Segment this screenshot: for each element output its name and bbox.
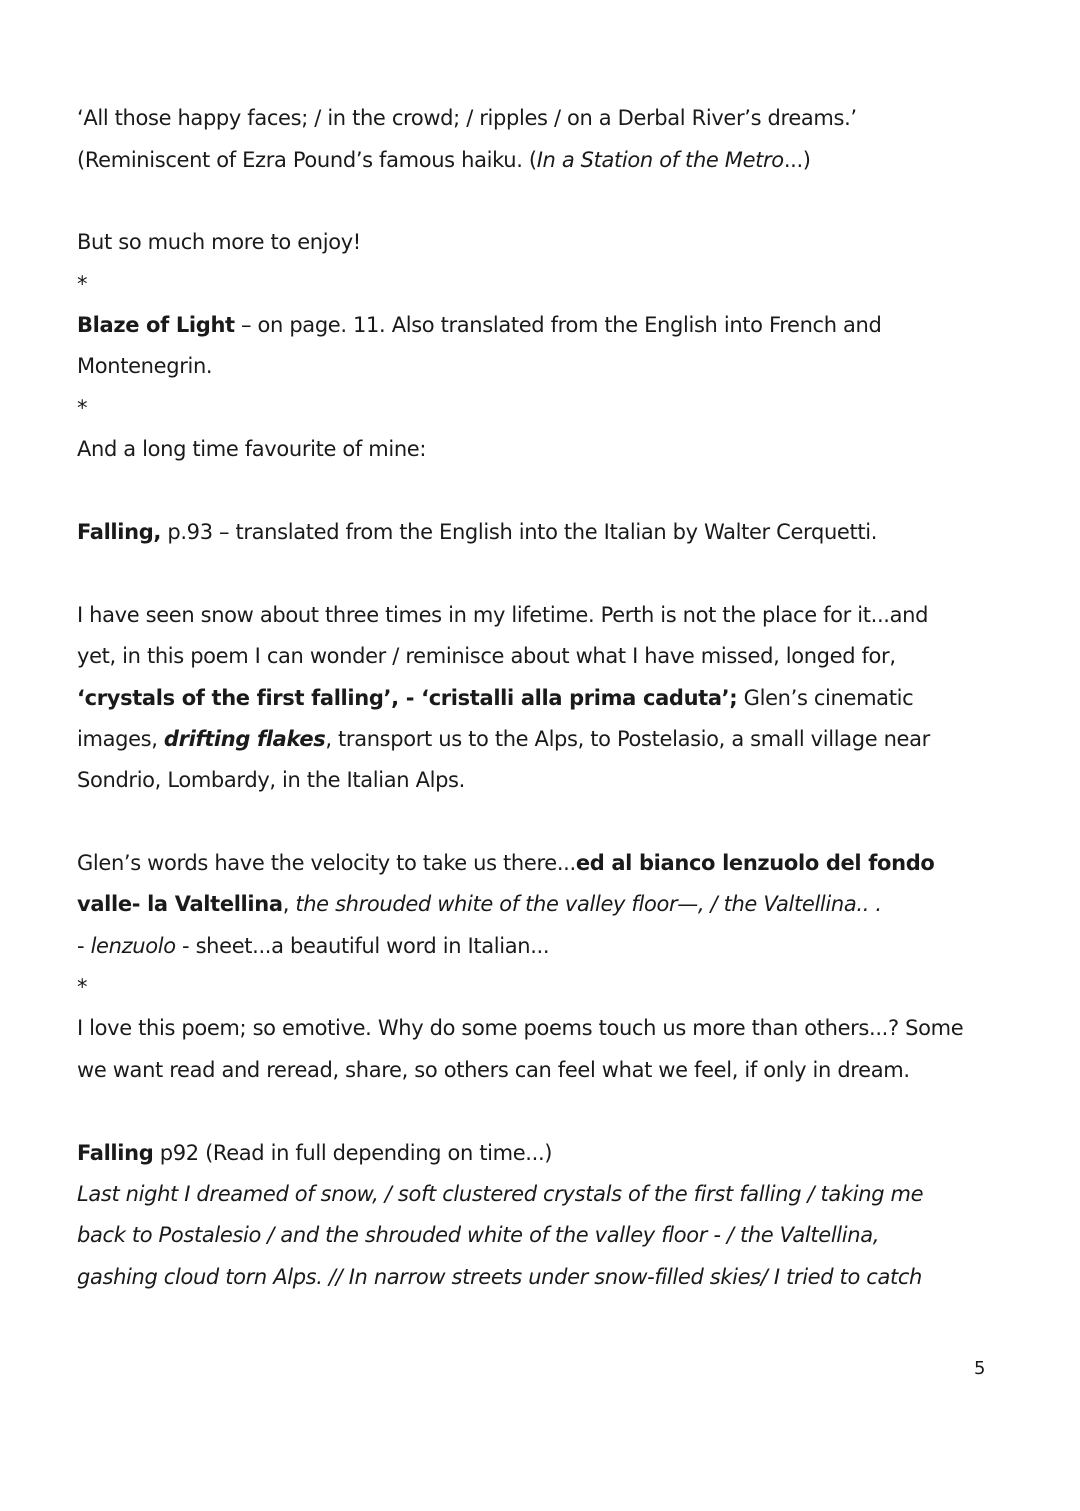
italic-title: In a Station of the Metro xyxy=(536,148,784,172)
poem-title: Falling, xyxy=(77,520,162,544)
poem-title: Falling xyxy=(77,1141,154,1165)
page-number: 5 xyxy=(974,1358,986,1379)
text-line: Blaze of Light – on page. 11. Also translated from the English into French and xyxy=(77,313,882,337)
text-line: valle- la Valtellina, the shrouded white of the valley floor—, / the Valtellina.. . xyxy=(77,892,882,916)
text-line: Sondrio, Lombardy, in the Italian Alps. xyxy=(77,768,465,792)
separator-asterisk: * xyxy=(77,272,88,296)
text-line: we want read and reread, share, so others can feel what we feel, if only in dream. xyxy=(77,1058,910,1082)
text-line: (Reminiscent of Ezra Pound’s famous haiku. (In a Station of the Metro...) xyxy=(77,148,811,172)
text-line: I have seen snow about three times in my lifetime. Perth is not the place for it...and xyxy=(77,603,929,627)
quote-bold: ‘crystals of the first falling’, - ‘cristalli alla prima caduta’; xyxy=(77,686,738,710)
text-line: yet, in this poem I can wonder / reminisce about what I have missed, longed for, xyxy=(77,644,896,668)
quote-italic: the shrouded white of the valley floor—, / the Valtellina.. . xyxy=(295,892,882,916)
text-line: Montenegrin. xyxy=(77,354,213,378)
text-line: And a long time favourite of mine: xyxy=(77,437,427,461)
text-line: - lenzuolo - sheet...a beautiful word in Italian... xyxy=(77,934,550,958)
poem-line: gashing cloud torn Alps. // In narrow streets under snow-filled skies/ I tried to catch xyxy=(77,1265,923,1289)
poem-title: Blaze of Light xyxy=(77,313,235,337)
separator-asterisk: * xyxy=(77,975,88,999)
quote-italic: lenzuolo xyxy=(90,934,176,958)
quote-bold-italic: drifting flakes xyxy=(163,727,326,751)
poem-line: back to Postalesio / and the shrouded white of the valley floor - / the Valtellina, xyxy=(77,1223,880,1247)
text-line: Falling p92 (Read in full depending on time...) xyxy=(77,1141,553,1165)
text-line: images, drifting flakes, transport us to the Alps, to Postelasio, a small village near xyxy=(77,727,930,751)
poem-line: Last night I dreamed of snow, / soft clustered crystals of the first falling / taking me xyxy=(77,1182,924,1206)
text-line: Glen’s words have the velocity to take us there...ed al bianco lenzuolo del fondo xyxy=(77,851,935,875)
text-line: ‘All those happy faces; / in the crowd; / ripples / on a Derbal River’s dreams.’ xyxy=(77,106,857,130)
text-line: ‘crystals of the first falling’, - ‘cristalli alla prima caduta’; Glen’s cinematic xyxy=(77,686,914,710)
separator-asterisk: * xyxy=(77,396,88,420)
quote-bold: valle- la Valtellina xyxy=(77,892,283,916)
text-line: Falling, p.93 – translated from the English into the Italian by Walter Cerquetti. xyxy=(77,520,878,544)
quote-bold: ed al bianco lenzuolo del fondo xyxy=(575,851,935,875)
text-line: I love this poem; so emotive. Why do some poems touch us more than others...? Some xyxy=(77,1016,964,1040)
text-line: But so much more to enjoy! xyxy=(77,230,361,254)
